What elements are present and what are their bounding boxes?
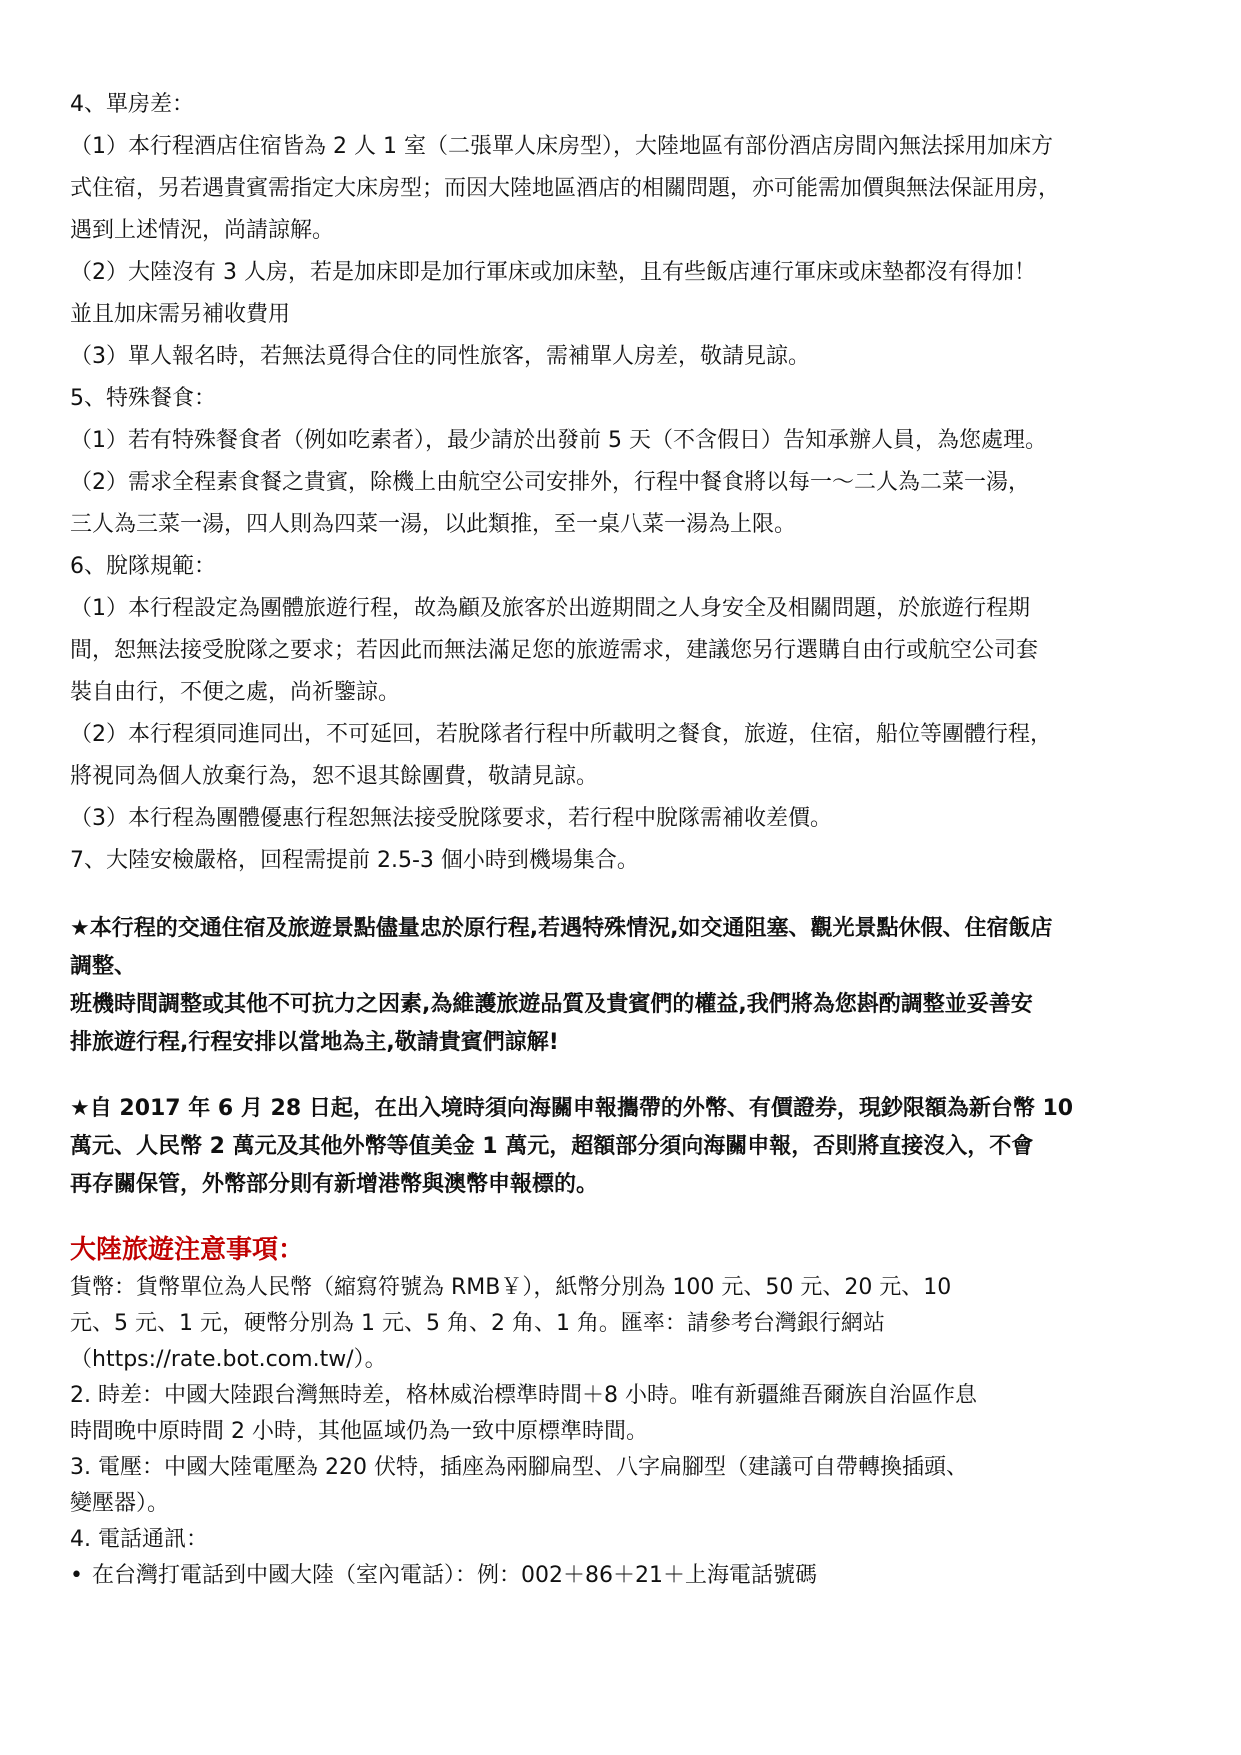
section-leaving-group: [70, 546, 1171, 840]
notice-line: 萬元、人民幣 2 萬元及其他外幣等值美金 1 萬元，超額部分須向海關申報，否則將直接沒入，不會: [70, 1134, 1034, 1159]
mainland-notes: [70, 1270, 1171, 1594]
phone-bullet-text: 在台灣打電話到中國大陸（室內電話）：例：002＋86＋21＋上海電話號碼: [92, 1563, 817, 1588]
paragraph-line: 三人為三菜一湯，四人則為四菜一湯，以此類推，至一桌八菜一湯為上限。: [70, 512, 797, 537]
bullet-icon: •: [70, 1563, 83, 1588]
itinerary-notice: [70, 910, 1171, 1062]
paragraph-line: 並且加床需另補收費用: [70, 302, 291, 327]
paragraph-line: （2）本行程須同進同出，不可延回，若脫隊者行程中所載明之餐食，旅遊，住宿，船位等團體行程，: [70, 722, 1053, 747]
paragraph-line: （2）需求全程素食餐之貴賓，除機上由航空公司安排外，行程中餐食將以每一～二人為二菜一湯，: [70, 470, 1031, 495]
currency-line: 元、5 元、1 元，硬幣分別為 1 元、5 角、2 角、1 角。匯率：請參考台灣銀行網站: [70, 1311, 885, 1336]
section-security-check: 7、大陸安檢嚴格，回程需提前 2.5-3 個小時到機場集合。: [70, 848, 639, 873]
currency-line: 貨幣：貨幣單位為人民幣（縮寫符號為 RMB￥），紙幣分別為 100 元、50 元、20 元、10: [70, 1275, 952, 1300]
phone-title: 4. 電話通訊：: [70, 1527, 208, 1552]
paragraph-line: （1）若有特殊餐食者（例如吃素者），最少請於出發前 5 天（不含假日）告知承辦人員，為您處理。: [70, 428, 1047, 453]
paragraph-line: （3）本行程為團體優惠行程恕無法接受脫隊要求，若行程中脫隊需補收差價。: [70, 806, 832, 831]
notice-line: 班機時間調整或其他不可抗力之因素,為維護旅遊品質及貴賓們的權益,我們將為您斟酌調整並妥善安: [70, 992, 1033, 1017]
section-title: 4、單房差：: [70, 92, 194, 117]
paragraph-line: 將視同為個人放棄行為，恕不退其餘團費，敬請見諒。: [70, 764, 599, 789]
paragraph-line: （1）本行程設定為團體旅遊行程，故為顧及旅客於出遊期間之人身安全及相關問題，於旅遊行程期: [70, 596, 1031, 621]
mainland-notes-title: 大陸旅遊注意事項：: [70, 1235, 305, 1265]
currency-line: （https://rate.bot.com.tw/）。: [70, 1347, 387, 1372]
paragraph-line: （3）單人報名時，若無法覓得合住的同性旅客，需補單人房差，敬請見諒。: [70, 344, 810, 369]
notice-line: 調整、: [70, 954, 137, 979]
section-title: 5、特殊餐食：: [70, 386, 216, 411]
timezone-line: 2. 時差：中國大陸跟台灣無時差，格林威治標準時間＋8 小時。唯有新疆維吾爾族自治區作息: [70, 1383, 977, 1408]
phone-bullet-item: [70, 1558, 1171, 1594]
timezone-line: 時間晚中原時間 2 小時，其他區域仍為一致中原標準時間。: [70, 1419, 648, 1444]
paragraph-line: 遇到上述情況，尚請諒解。: [70, 218, 335, 243]
notice-line: 排旅遊行程,行程安排以當地為主,敬請貴賓們諒解!: [70, 1030, 559, 1055]
voltage-line: 3. 電壓：中國大陸電壓為 220 伏特，插座為兩腳扁型、八字扁腳型（建議可自帶轉換插頭、: [70, 1455, 968, 1480]
paragraph-line: （1）本行程酒店住宿皆為 2 人 1 室（二張單人床房型），大陸地區有部份酒店房間內無法採用加床方: [70, 134, 1053, 159]
customs-notice: [70, 1090, 1171, 1204]
section-single-room: [70, 84, 1171, 378]
paragraph-line: 間，恕無法接受脫隊之要求；若因此而無法滿足您的旅遊需求，建議您另行選購自由行或航空公司套: [70, 638, 1039, 663]
notice-line: ★本行程的交通住宿及旅遊景點儘量忠於原行程,若遇特殊情況,如交通阻塞、觀光景點休假、住宿飯店: [70, 916, 1053, 941]
paragraph-line: 式住宿，另若遇貴賓需指定大床房型；而因大陸地區酒店的相關問題，亦可能需加價與無法保証用房，: [70, 176, 1061, 201]
paragraph-line: 裝自由行，不便之處，尚祈鑒諒。: [70, 680, 401, 705]
section-title: 6、脫隊規範：: [70, 554, 216, 579]
section-special-meals: [70, 378, 1171, 546]
paragraph-line: （2）大陸沒有 3 人房，若是加床即是加行軍床或加床墊，且有些飯店連行軍床或床墊都沒有得加！: [70, 260, 1036, 285]
voltage-line: 變壓器）。: [70, 1491, 170, 1516]
notice-line: ★自 2017 年 6 月 28 日起，在出入境時須向海關申報攜帶的外幣、有價證券，現鈔限額為新台幣 10: [70, 1096, 1074, 1121]
notice-line: 再存關保管，外幣部分則有新增港幣與澳幣申報標的。: [70, 1172, 599, 1197]
